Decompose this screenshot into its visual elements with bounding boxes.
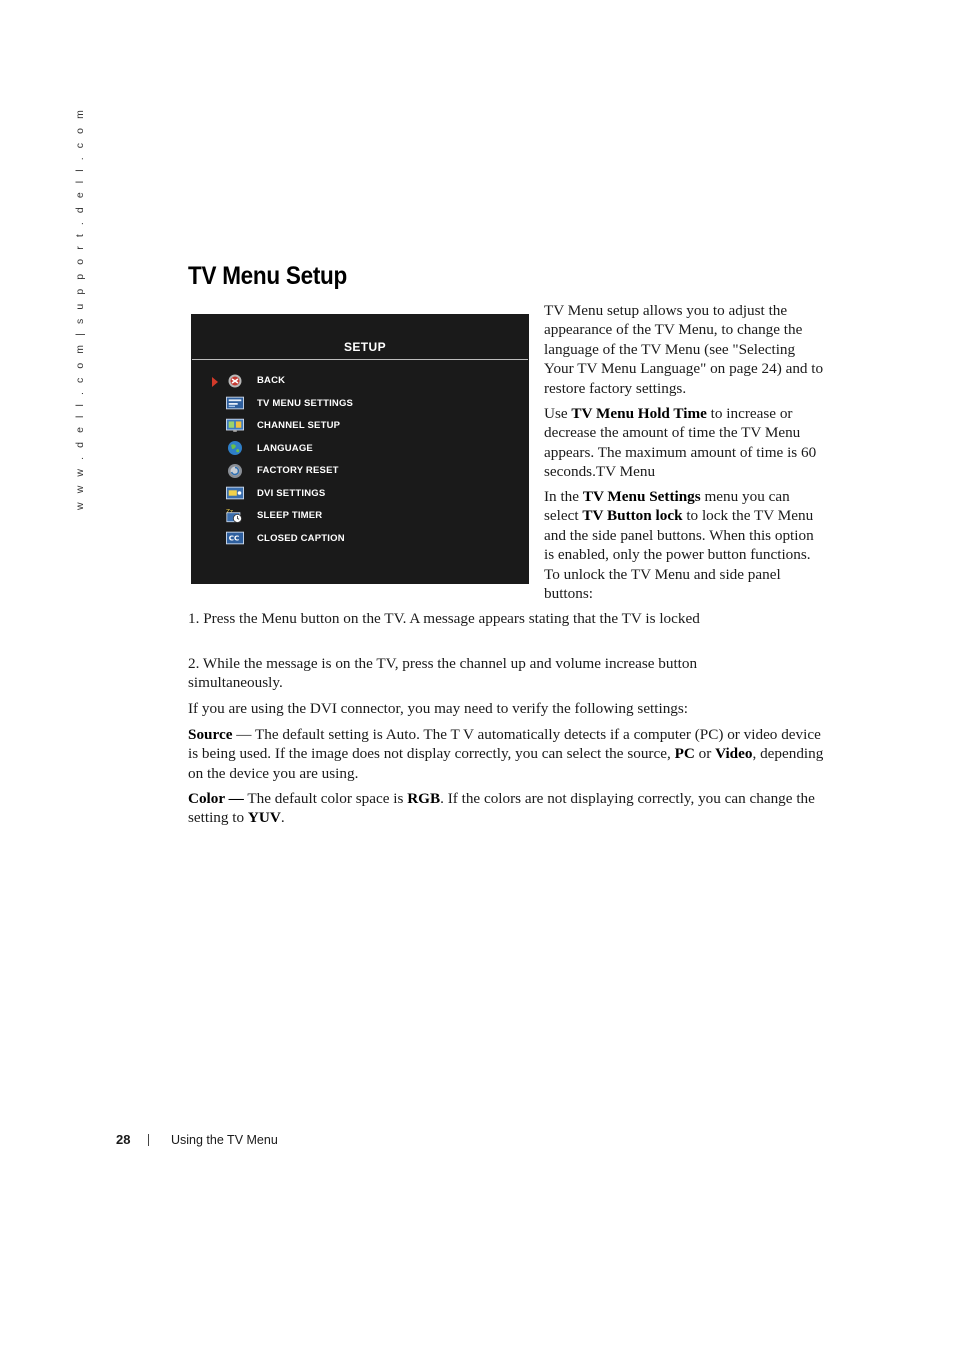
step-2: 2. While the message is on the TV, press the channel up and volume increase button simultaneously. (188, 655, 698, 692)
source-paragraph: Source — The default setting is Auto. The T V automatically detects if a computer (PC) or video device is being used. If the image does not display correctly, you can select the source, PC or Video, depending on the device you are using. (188, 726, 824, 782)
page-footer (0, 1132, 954, 1152)
tv-menu-item-label: DVI SETTINGS (257, 487, 326, 499)
tv-menu-item-channel-setup[interactable] (191, 417, 529, 440)
hold-time-term: TV Menu Hold Time (571, 405, 707, 422)
hold-time-paragraph: Use TV Menu Hold Time to increase or decrease the amount of time the TV Menu appears. The maximum amount of time is 60 seconds.TV Menu (544, 405, 817, 481)
tv-menu-list (191, 372, 529, 552)
step-1: 1. Press the Menu button on the TV. A message appears stating that the TV is locked (188, 610, 700, 627)
side-url-text: w w w . d e l l . c o m | s u p p o r t . d e l l . c o m (74, 107, 86, 510)
button-lock-paragraph: In the TV Menu Settings menu you can select TV Button lock to lock the TV Menu and the side panel buttons. When this option is enabled, only the power button functions. To unlock the TV Menu and side panel buttons: (544, 488, 814, 603)
selection-pointer-icon (212, 377, 218, 387)
tv-menu-item-language[interactable] (191, 440, 529, 463)
tv-menu-settings-icon (226, 396, 244, 411)
tv-menu-item-tv-menu-settings[interactable] (191, 395, 529, 418)
tv-menu-item-closed-caption[interactable] (191, 530, 529, 553)
tv-menu-header: SETUP (343, 340, 386, 354)
tv-menu-divider (192, 359, 528, 360)
tv-menu-item-label: SLEEP TIMER (257, 510, 323, 521)
page-number: 28 (116, 1132, 131, 1147)
tv-menu-item-label: LANGUAGE (257, 442, 313, 454)
page-title: TV Menu Setup (188, 262, 347, 290)
svg-text:CC: CC (228, 533, 240, 543)
pc-term: PC (674, 745, 695, 763)
footer-section-title: Using the TV Menu (171, 1133, 278, 1147)
tv-menu-item-factory-reset[interactable] (191, 462, 529, 485)
back-icon (226, 373, 244, 388)
rgb-term: RGB (407, 790, 441, 807)
video-term: Video (715, 745, 753, 763)
tv-menu-screenshot (191, 314, 529, 584)
tv-button-lock-term: TV Button lock (582, 507, 683, 525)
tv-menu-item-sleep-timer[interactable] (191, 507, 529, 530)
tv-menu-item-label: TV MENU SETTINGS (257, 397, 354, 409)
tv-menu-item-label: FACTORY RESET (257, 465, 339, 476)
yuv-term: YUV (247, 809, 281, 827)
footer-divider (148, 1134, 149, 1146)
source-term: Source (188, 726, 233, 743)
factory-reset-icon (226, 463, 244, 478)
closed-caption-icon (226, 531, 244, 546)
dvi-intro-paragraph: If you are using the DVI connector, you may need to verify the following settings: (188, 700, 689, 717)
language-globe-icon (226, 441, 244, 456)
intro-paragraph: TV Menu setup allows you to adjust the appearance of the TV Menu, to change the language of the TV Menu (see "Selecting Your TV Menu Language" on page 24) and to restore factory settings. (544, 302, 824, 397)
tv-menu-item-label: CHANNEL SETUP (257, 420, 341, 431)
tv-menu-item-label: BACK (257, 375, 286, 386)
channel-setup-icon (226, 418, 244, 433)
tv-menu-item-dvi-settings[interactable] (191, 485, 529, 508)
sleep-timer-icon (226, 508, 244, 523)
color-paragraph: Color — The default color space is RGB. If the colors are not displaying correctly, you can change the setting to YUV. (188, 790, 815, 827)
color-term: Color — (188, 790, 244, 807)
tv-menu-item-label: CLOSED CAPTION (257, 532, 345, 544)
tv-menu-settings-term: TV Menu Settings (582, 488, 701, 505)
dvi-settings-icon (226, 486, 244, 501)
tv-menu-item-back[interactable] (191, 372, 529, 395)
